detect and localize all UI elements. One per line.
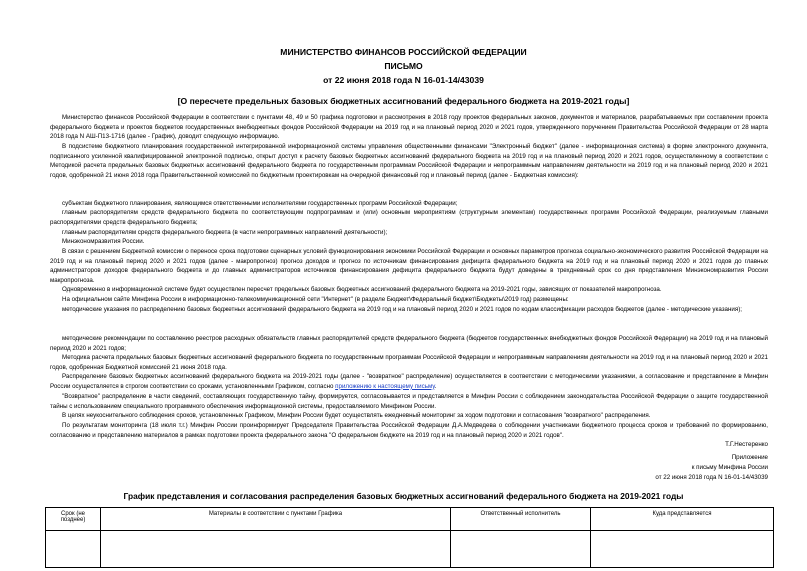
appendix-date: от 22 июня 2018 года N 16-01-14/43039 bbox=[655, 474, 768, 481]
paragraph-9: На официальном сайте Минфина России в информационно-телекоммуникационной сети "Интернет" (в разделе Бюджет\Федеральный бюджет\Бюджеты\2019 год) размещены: bbox=[62, 296, 569, 303]
paragraph-1: Министерство финансов Российской Федерации в соответствии с пунктами 48, 49 и 50 графика подготовки и рассмотрения в 2018 году проектов федеральных законов, документов и материалов, разрабатываемых при составлении проекта федерального бюджета и проектов бюджетов государственных внебюджетных фондов Российской Федерации на 2019 год и на плановый период 2020 и 2021 годов, утвержденного поручением Правительства Российской Федерации от 28 марта 2018 года N АШ-П13-1716 (далее - График), доводит следующую информацию. bbox=[50, 114, 768, 141]
table-cell bbox=[101, 531, 451, 568]
paragraph-10: методические указания по распределению базовых бюджетных ассигнований федерального бюджета на 2019 год и на плановый период 2020 и 2021 годов по кодам классификации расходов бюджетов (далее - методические указания); bbox=[62, 306, 742, 313]
paragraph-3: субъектам бюджетного планирования, являющимся ответственными исполнителями государственных программ Российской Федерации; bbox=[62, 200, 458, 207]
paragraph-2: В подсистеме бюджетного планирования государственной интегрированной информационной системы управления общественными финансами "Электронный бюджет" (далее - информационная система) в форме электронного документа, подписанного усиленной квалифицированной электронной подписью, открыт доступ к расчету базовых бюджетных ассигнований федерального бюджета на 2019 год и на плановый период 2020 и 2021 годов, осуществленному в соответствии с Методикой расчета предельных базовых бюджетных ассигнований федерального бюджета по государственным программам Российской Федерации и непрограммным направлениям деятельности на 2019 год и на плановый период 2020 и 2021 годов, одобренной 21 июня 2018 года Правительственной комиссией по бюджетным проектировкам на очередной финансовый год и плановый период (далее - Бюджетная комиссия): bbox=[50, 143, 768, 179]
appendix-link[interactable]: приложению к настоящему письму bbox=[335, 382, 435, 390]
appendix-to-letter: к письму Минфина России bbox=[691, 464, 768, 471]
document-type: ПИСЬМО bbox=[384, 61, 423, 71]
schedule-title: График представления и согласования распределения базовых бюджетных ассигнований федерального бюджета на 2019-2021 годы bbox=[123, 491, 684, 501]
paragraph-16: По результатам мониторинга (18 июля т.г.) Минфин России проинформирует Председателя Правительства Российской Федерации Д.А.Медведева о соблюдении участниками бюджетного процесса сроков и требований по формированию, согласованию и представлению материалов в рамках подготовки проекта федерального закона "О федеральном бюджете на 2019 год и на плановый период 2020 и 2021 годов". bbox=[50, 422, 768, 439]
paragraph-14: "Возвратное" распределение в части сведений, составляющих государственную тайну, формируется, согласовывается и представляется в Минфин России с соблюдением законодательства Российской Федерации о защите государственной тайны с использованием специального программного обеспечения информационной системы, предоставляемого Минфином России. bbox=[50, 393, 768, 410]
table-header-row bbox=[46, 508, 774, 531]
column-header-executor: Ответственный исполнитель bbox=[451, 508, 591, 531]
document-date-number: от 22 июня 2018 года N 16-01-14/43039 bbox=[323, 75, 484, 85]
paragraph-5: главным распорядителям средств федерального бюджета (в части непрограммных направлений деятельности); bbox=[62, 229, 388, 236]
table-row bbox=[46, 531, 774, 568]
paragraph-13-text: Распределение базовых бюджетных ассигнований федерального бюджета на 2019-2021 годы (далее - "возвратное" распределение) осуществляется в соответствии с методическими указаниями, а согласование и представление в Минфин России осуществляется в строгом соответствии со сроками, установленными Графиком, согласно bbox=[50, 373, 768, 390]
appendix-label: Приложение bbox=[731, 454, 768, 461]
paragraph-7: В связи с решением Бюджетной комиссии о переносе срока подготовки сценарных условий функционирования экономики Российской Федерации и основных параметров прогноза социально-экономического развития Российской Федерации на 2019 год и на плановый период 2020 и 2021 годов (далее - макропрогноз) прогноз доходов и прогноз по источникам финансирования дефицита федерального бюджета на 2019 год и на плановый период 2020 и 2021 годов до главных администраторов доходов федерального бюджета и до главных администраторов источников финансирования дефицита федерального бюджета будут доведены в трехдневный срок со дня представления Минэкономразвития России макропрогноза. bbox=[50, 248, 768, 284]
document-subject: [О пересчете предельных базовых бюджетных ассигнований федерального бюджета на 2019-2021 годы] bbox=[177, 96, 630, 106]
schedule-table bbox=[45, 507, 774, 568]
paragraph-15: В целях неукоснительного соблюдения сроков, установленных Графиком, Минфин России будет осуществлять ежедневный мониторинг за ходом подготовки и согласования "возвратного" распределения. bbox=[62, 412, 651, 419]
column-header-materials: Материалы в соответствии с пунктами Графика bbox=[101, 508, 451, 531]
ministry-title: МИНИСТЕРСТВО ФИНАНСОВ РОССИЙСКОЙ ФЕДЕРАЦИИ bbox=[280, 47, 527, 57]
column-header-deadline: Срок (не позднее) bbox=[46, 508, 101, 531]
table-cell bbox=[451, 531, 591, 568]
signature: Т.Г.Нестеренко bbox=[725, 441, 768, 448]
paragraph-6: Минэкономразвития России. bbox=[62, 238, 145, 245]
table-cell bbox=[46, 531, 101, 568]
paragraph-13-end: . bbox=[434, 382, 437, 390]
paragraph-11: методические рекомендации по составлению реестров расходных обязательств главных распорядителей средств федерального бюджета (бюджетов государственных внебюджетных фондов Российской Федерации) на 2019 год и на плановый период 2020 и 2021 годов; bbox=[50, 335, 768, 352]
paragraph-13 bbox=[50, 372, 768, 391]
column-header-destination: Куда представляется bbox=[591, 508, 774, 531]
paragraph-12: Методика расчета предельных базовых бюджетных ассигнований федерального бюджета по государственным программам Российской Федерации и непрограммным направлениям деятельности на 2019 год и на плановый период 2020 и 2021 годов, одобренная Бюджетной комиссией 21 июня 2018 года. bbox=[50, 354, 768, 371]
paragraph-8: Одновременно в информационной системе будет осуществлен пересчет предельных базовых бюджетных ассигнований федерального бюджета на 2019-2021 годы, зависящих от показателей макропрогноза. bbox=[62, 286, 662, 293]
paragraph-4: главным распорядителям средств федерального бюджета по соответствующим подпрограммам и (или) основным мероприятиям (структурным элементам) государственных программ Российской Федерации, реализуемым главными распорядителями средств федерального бюджета; bbox=[50, 209, 768, 226]
table-cell bbox=[591, 531, 774, 568]
